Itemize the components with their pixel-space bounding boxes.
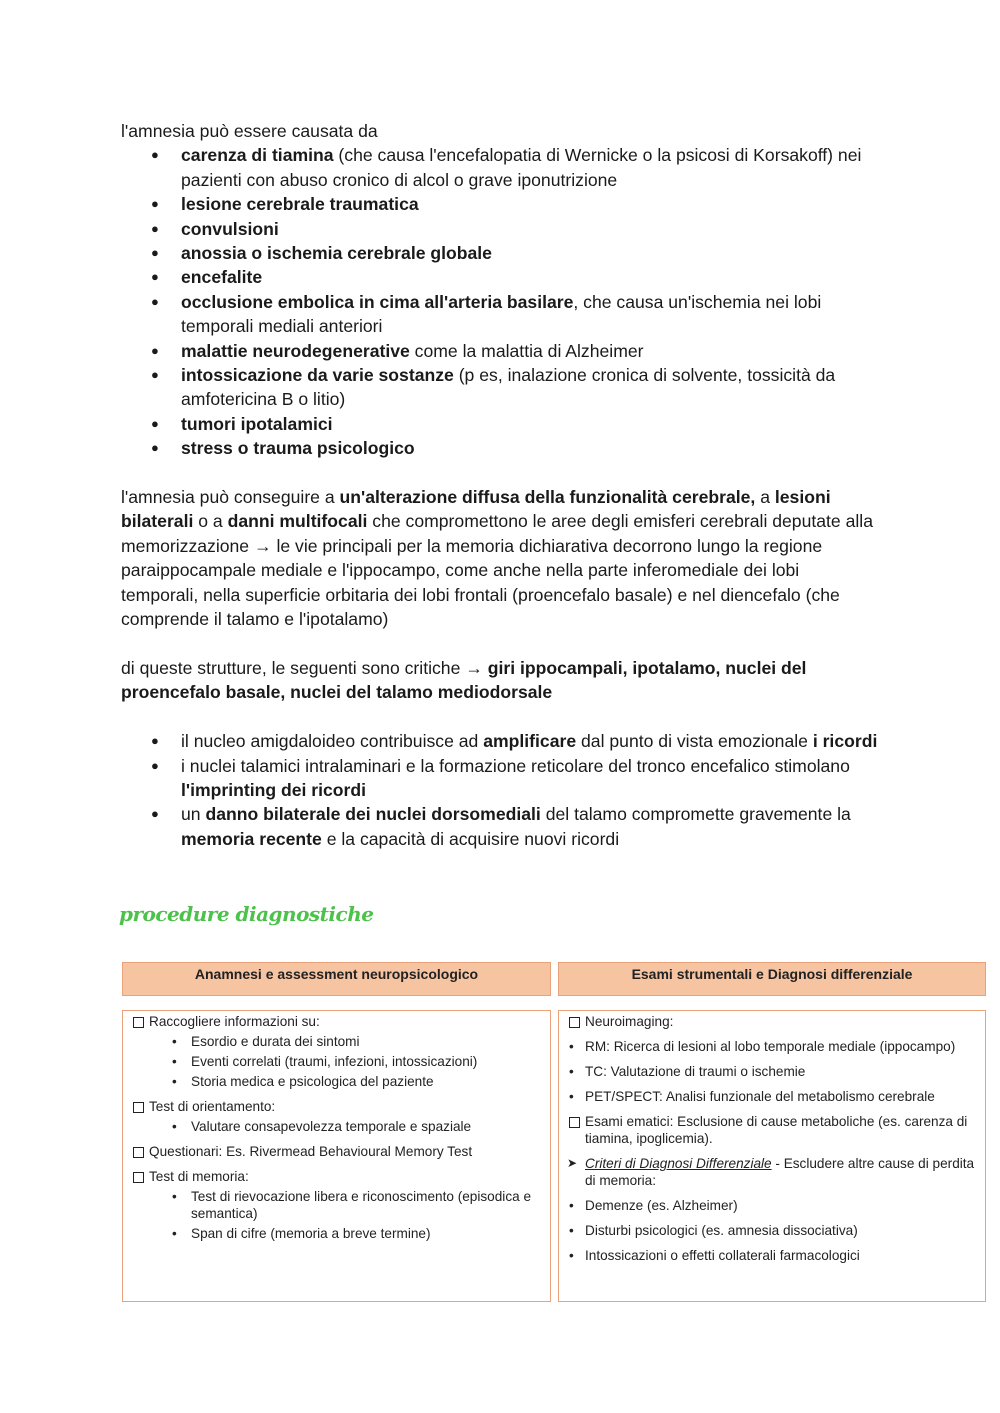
list-item: ● occlusione embolica in cima all'arteria basilare, che causa un'ischemia nei lobi temporali mediali anteriori: [121, 290, 881, 339]
list-item: ● i nuclei talamici intralaminari e la formazione reticolare del tronco encefalico stimolano l'imprinting dei ricordi: [121, 754, 881, 803]
table-header-left: Anamnesi e assessment neuropsicologico: [122, 962, 551, 996]
list-item: ➤ Criteri di Diagnosi Differenziale - Escludere altre cause di perdita di memoria:: [565, 1155, 979, 1189]
intro-text: l'amnesia può essere causata da: [121, 121, 378, 141]
list-item: ● stress o trauma psicologico: [121, 436, 881, 460]
list-item: Raccogliere informazioni su:: [129, 1013, 544, 1030]
list-item: ● un danno bilaterale dei nuclei dorsomediali del talamo compromette gravemente la memoria recente e la capacità di acquisire nuovi ricordi: [121, 802, 881, 851]
notes-list: [121, 729, 881, 851]
list-item: • Span di cifre (memoria a breve termine): [129, 1225, 544, 1242]
checkbox-icon: [133, 1102, 144, 1113]
table-cell-left: [122, 1010, 551, 1302]
list-item: Test di memoria:: [129, 1168, 544, 1185]
list-item: ● carenza di tiamina (che causa l'encefalopatia di Wernicke o la psicosi di Korsakoff) nei pazienti con abuso cronico di alcol o grave iponutrizione: [121, 143, 881, 192]
list-item: • Eventi correlati (traumi, infezioni, intossicazioni): [129, 1053, 544, 1070]
list-item: • Intossicazioni o effetti collaterali farmacologici: [565, 1247, 979, 1264]
list-item: • Demenze (es. Alzheimer): [565, 1197, 979, 1214]
checkbox-icon: [133, 1017, 144, 1028]
list-item: • Esordio e durata dei sintomi: [129, 1033, 544, 1050]
list-item: • Valutare consapevolezza temporale e spaziale: [129, 1118, 544, 1135]
checkbox-icon: [133, 1147, 144, 1158]
table-cell-right: [558, 1010, 986, 1302]
list-item: ● lesione cerebrale traumatica: [121, 192, 881, 216]
checkbox-icon: [569, 1017, 580, 1028]
list-item: Neuroimaging:: [565, 1013, 979, 1030]
section-title: procedure diagnostiche: [119, 902, 374, 926]
list-item: ● malattie neurodegenerative come la malattia di Alzheimer: [121, 339, 881, 363]
list-item: Questionari: Es. Rivermead Behavioural Memory Test: [129, 1143, 544, 1160]
list-item: ● il nucleo amigdaloideo contribuisce ad amplificare dal punto di vista emozionale i ricordi: [121, 729, 881, 753]
list-item: • TC: Valutazione di traumi o ischemie: [565, 1063, 979, 1080]
document-body: [121, 119, 881, 851]
list-item: • Test di rievocazione libera e riconoscimento (episodica e semantica): [129, 1188, 544, 1222]
list-item: • RM: Ricerca di lesioni al lobo temporale mediale (ippocampo): [565, 1038, 979, 1055]
list-item: ● convulsioni: [121, 217, 881, 241]
causes-list: [121, 143, 881, 460]
table-header-right: Esami strumentali e Diagnosi differenziale: [558, 962, 986, 996]
checkbox-icon: [133, 1172, 144, 1183]
list-item: ● tumori ipotalamici: [121, 412, 881, 436]
list-item: • PET/SPECT: Analisi funzionale del metabolismo cerebrale: [565, 1088, 979, 1105]
list-item: • Storia medica e psicologica del paziente: [129, 1073, 544, 1090]
list-item: ● intossicazione da varie sostanze (p es, inalazione cronica di solvente, tossicità da amfotericina B o litio): [121, 363, 881, 412]
list-item: Esami ematici: Esclusione di cause metaboliche (es. carenza di tiamina, ipoglicemia).: [565, 1113, 979, 1147]
list-item: ● encefalite: [121, 265, 881, 289]
paragraph-critical-structures: di queste strutture, le seguenti sono critiche → giri ippocampali, ipotalamo, nuclei del proencefalo basale, nuclei del talamo mediodorsale: [121, 657, 807, 703]
list-item: Test di orientamento:: [129, 1098, 544, 1115]
paragraph-mechanism: l'amnesia può conseguire a un'alterazione diffusa della funzionalità cerebrale, a lesioni bilaterali o a danni multifocali che compromettono le aree degli emisferi cerebrali deputate alla memorizzazione → le vie principali per la memoria dichiarativa decorrono lungo la regione paraippocampale mediale e l'ippocampo, come anche nella parte inferomediale dei lobi temporali, nella superficie orbitaria dei lobi frontali (proencefalo basale) e nel diencefalo (che comprende il talamo e l'ipotalamo): [121, 487, 873, 630]
list-item: ● anossia o ischemia cerebrale globale: [121, 241, 881, 265]
checkbox-icon: [569, 1117, 580, 1128]
list-item: • Disturbi psicologici (es. amnesia dissociativa): [565, 1222, 979, 1239]
